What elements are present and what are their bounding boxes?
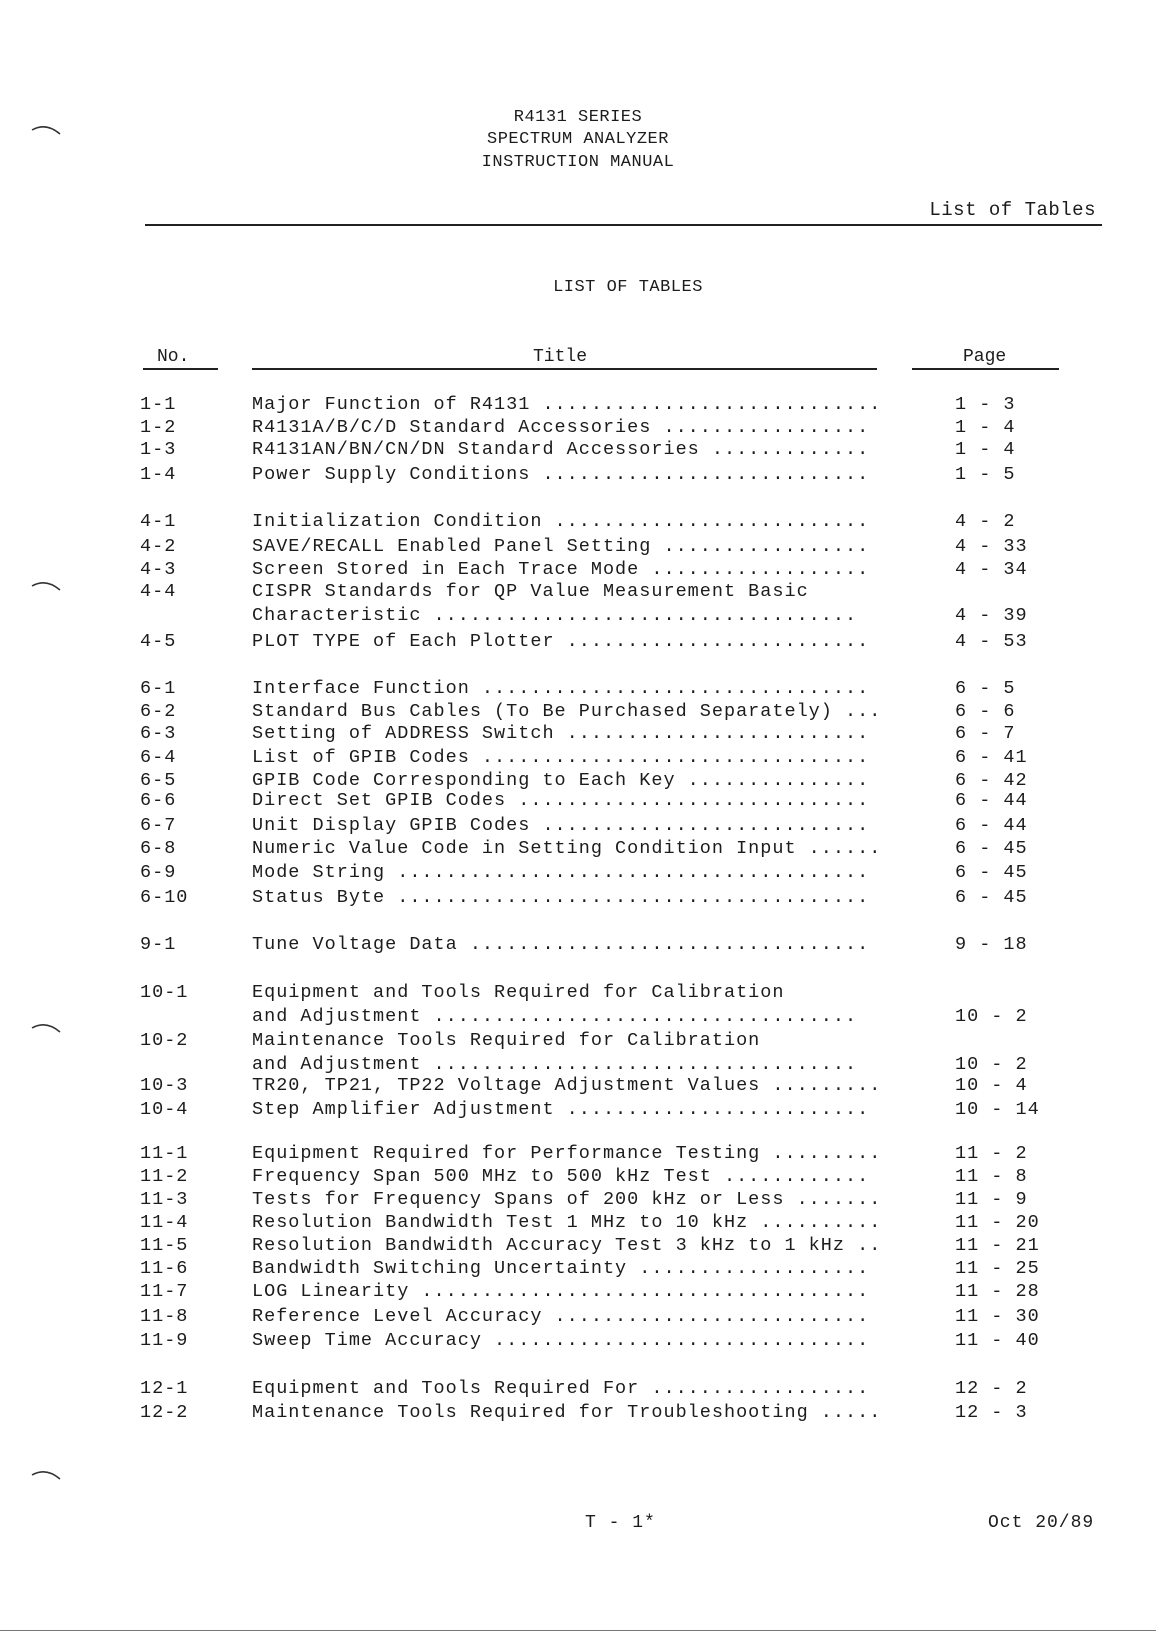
- table-number: 4-1: [140, 511, 177, 532]
- table-title: Equipment and Tools Required for Calibration: [252, 982, 785, 1003]
- table-number: 6-5: [140, 770, 177, 791]
- header-series: R4131 SERIES: [513, 108, 643, 127]
- table-page-ref: 6 - 5: [955, 678, 1016, 699]
- table-page-ref: 4 - 33: [955, 536, 1028, 557]
- table-title: PLOT TYPE of Each Plotter .........................: [252, 631, 870, 652]
- table-title: Step Amplifier Adjustment .........................: [252, 1099, 870, 1120]
- table-number: 12-2: [140, 1402, 189, 1423]
- header-rule: [145, 224, 1102, 226]
- table-title: GPIB Code Corresponding to Each Key ...............: [252, 770, 870, 791]
- header-product: SPECTRUM ANALYZER: [487, 130, 669, 149]
- table-page-ref: 6 - 6: [955, 701, 1016, 722]
- table-number: 6-3: [140, 723, 177, 744]
- table-page-ref: 11 - 25: [955, 1258, 1040, 1279]
- section-label: List of Tables: [929, 199, 1096, 221]
- table-page-ref: 11 - 30: [955, 1306, 1040, 1327]
- table-number: 1-1: [140, 394, 177, 415]
- table-title: Maintenance Tools Required for Troubleshooting .....: [252, 1402, 882, 1423]
- header-manual: INSTRUCTION MANUAL: [481, 153, 675, 172]
- column-header-title: Title: [533, 347, 588, 367]
- table-number: 6-6: [140, 790, 177, 811]
- table-page-ref: 11 - 2: [955, 1143, 1028, 1164]
- punch-hole-mark-icon: [30, 1467, 64, 1481]
- table-title: Initialization Condition ..........................: [252, 511, 870, 532]
- table-number: 4-5: [140, 631, 177, 652]
- table-number: 6-8: [140, 838, 177, 859]
- table-number: 6-9: [140, 862, 177, 883]
- table-title: LOG Linearity .....................................: [252, 1281, 870, 1302]
- page-title: LIST OF TABLES: [553, 278, 703, 297]
- table-title: Bandwidth Switching Uncertainty ...................: [252, 1258, 870, 1279]
- table-number: 4-4: [140, 581, 177, 602]
- table-number: 10-2: [140, 1030, 189, 1051]
- table-title: Major Function of R4131 ............................: [252, 394, 882, 415]
- table-number: 4-3: [140, 559, 177, 580]
- table-number: 11-1: [140, 1143, 189, 1164]
- table-title: Direct Set GPIB Codes .............................: [252, 790, 870, 811]
- table-number: 1-4: [140, 464, 177, 485]
- table-page-ref: 6 - 45: [955, 862, 1028, 883]
- table-title: R4131AN/BN/CN/DN Standard Accessories .............: [252, 439, 870, 460]
- table-title: Numeric Value Code in Setting Condition Input ......: [252, 838, 882, 859]
- table-number: 9-1: [140, 934, 177, 955]
- table-number: 11-2: [140, 1166, 189, 1187]
- table-number: 6-10: [140, 887, 189, 908]
- table-title: R4131A/B/C/D Standard Accessories .................: [252, 417, 870, 438]
- table-title: Tests for Frequency Spans of 200 kHz or Less .......: [252, 1189, 882, 1210]
- table-page-ref: 6 - 45: [955, 838, 1028, 859]
- table-number: 10-3: [140, 1075, 189, 1096]
- table-page-ref: 10 - 2: [955, 1054, 1028, 1075]
- table-title: Power Supply Conditions ...........................: [252, 464, 870, 485]
- table-page-ref: 12 - 2: [955, 1378, 1028, 1399]
- table-title: Frequency Span 500 MHz to 500 kHz Test ............: [252, 1166, 870, 1187]
- table-title: and Adjustment ...................................: [252, 1054, 858, 1075]
- table-page-ref: 9 - 18: [955, 934, 1028, 955]
- table-title: Tune Voltage Data .................................: [252, 934, 870, 955]
- table-number: 11-6: [140, 1258, 189, 1279]
- bottom-edge-rule: [0, 1630, 1156, 1631]
- table-number: 11-8: [140, 1306, 189, 1327]
- table-title: Reference Level Accuracy ..........................: [252, 1306, 870, 1327]
- table-page-ref: 11 - 20: [955, 1212, 1040, 1233]
- table-number: 1-3: [140, 439, 177, 460]
- footer-page-number: T - 1*: [585, 1513, 656, 1533]
- table-title: CISPR Standards for QP Value Measurement Basic: [252, 581, 809, 602]
- table-page-ref: 10 - 2: [955, 1006, 1028, 1027]
- column-header-page: Page: [963, 347, 1007, 367]
- table-number: 11-3: [140, 1189, 189, 1210]
- table-page-ref: 12 - 3: [955, 1402, 1028, 1423]
- table-page-ref: 6 - 42: [955, 770, 1028, 791]
- table-title: Equipment Required for Performance Testing .........: [252, 1143, 882, 1164]
- table-title: Sweep Time Accuracy ...............................: [252, 1330, 870, 1351]
- table-title: List of GPIB Codes ................................: [252, 747, 870, 768]
- table-number: 11-5: [140, 1235, 189, 1256]
- column-header-no: No.: [157, 347, 190, 367]
- table-page-ref: 11 - 9: [955, 1189, 1028, 1210]
- table-title: Maintenance Tools Required for Calibration: [252, 1030, 761, 1051]
- table-page-ref: 6 - 44: [955, 815, 1028, 836]
- table-title: Setting of ADDRESS Switch .........................: [252, 723, 870, 744]
- table-title: Unit Display GPIB Codes ...........................: [252, 815, 870, 836]
- table-page-ref: 10 - 4: [955, 1075, 1028, 1096]
- table-page-ref: 1 - 3: [955, 394, 1016, 415]
- table-number: 11-9: [140, 1330, 189, 1351]
- table-page-ref: 6 - 45: [955, 887, 1028, 908]
- punch-hole-mark-icon: [30, 578, 64, 592]
- table-page-ref: 11 - 28: [955, 1281, 1040, 1302]
- table-page-ref: 1 - 4: [955, 417, 1016, 438]
- table-title: Equipment and Tools Required For ..................: [252, 1378, 870, 1399]
- table-title: and Adjustment ...................................: [252, 1006, 858, 1027]
- column-rule-title: [252, 368, 877, 370]
- table-number: 10-1: [140, 982, 189, 1003]
- table-title: Resolution Bandwidth Test 1 MHz to 10 kHz ..........: [252, 1212, 882, 1233]
- table-title: Interface Function ................................: [252, 678, 870, 699]
- table-number: 6-4: [140, 747, 177, 768]
- table-page-ref: 11 - 8: [955, 1166, 1028, 1187]
- table-number: 6-1: [140, 678, 177, 699]
- table-page-ref: 6 - 41: [955, 747, 1028, 768]
- table-page-ref: 4 - 53: [955, 631, 1028, 652]
- table-title: Standard Bus Cables (To Be Purchased Separately) ...: [252, 701, 882, 722]
- table-number: 6-2: [140, 701, 177, 722]
- table-page-ref: 6 - 7: [955, 723, 1016, 744]
- table-number: 4-2: [140, 536, 177, 557]
- table-title: Screen Stored in Each Trace Mode ..................: [252, 559, 870, 580]
- table-page-ref: 4 - 2: [955, 511, 1016, 532]
- table-number: 6-7: [140, 815, 177, 836]
- footer-date: Oct 20/89: [988, 1513, 1095, 1533]
- table-page-ref: 1 - 4: [955, 439, 1016, 460]
- table-page-ref: 10 - 14: [955, 1099, 1040, 1120]
- table-number: 11-4: [140, 1212, 189, 1233]
- table-number: 11-7: [140, 1281, 189, 1302]
- table-number: 1-2: [140, 417, 177, 438]
- table-page-ref: 11 - 40: [955, 1330, 1040, 1351]
- table-title: SAVE/RECALL Enabled Panel Setting .................: [252, 536, 870, 557]
- punch-hole-mark-icon: [30, 1020, 64, 1034]
- table-page-ref: 4 - 34: [955, 559, 1028, 580]
- table-page-ref: 1 - 5: [955, 464, 1016, 485]
- table-title: Resolution Bandwidth Accuracy Test 3 kHz to 1 kHz ..: [252, 1235, 882, 1256]
- table-page-ref: 11 - 21: [955, 1235, 1040, 1256]
- table-page-ref: 4 - 39: [955, 605, 1028, 626]
- table-number: 10-4: [140, 1099, 189, 1120]
- table-number: 12-1: [140, 1378, 189, 1399]
- table-title: Characteristic ...................................: [252, 605, 858, 626]
- table-title: Mode String .......................................: [252, 862, 870, 883]
- table-title: TR20, TP21, TP22 Voltage Adjustment Values .........: [252, 1075, 882, 1096]
- table-page-ref: 6 - 44: [955, 790, 1028, 811]
- column-rule-page: [912, 368, 1059, 370]
- table-title: Status Byte .......................................: [252, 887, 870, 908]
- column-rule-no: [143, 368, 218, 370]
